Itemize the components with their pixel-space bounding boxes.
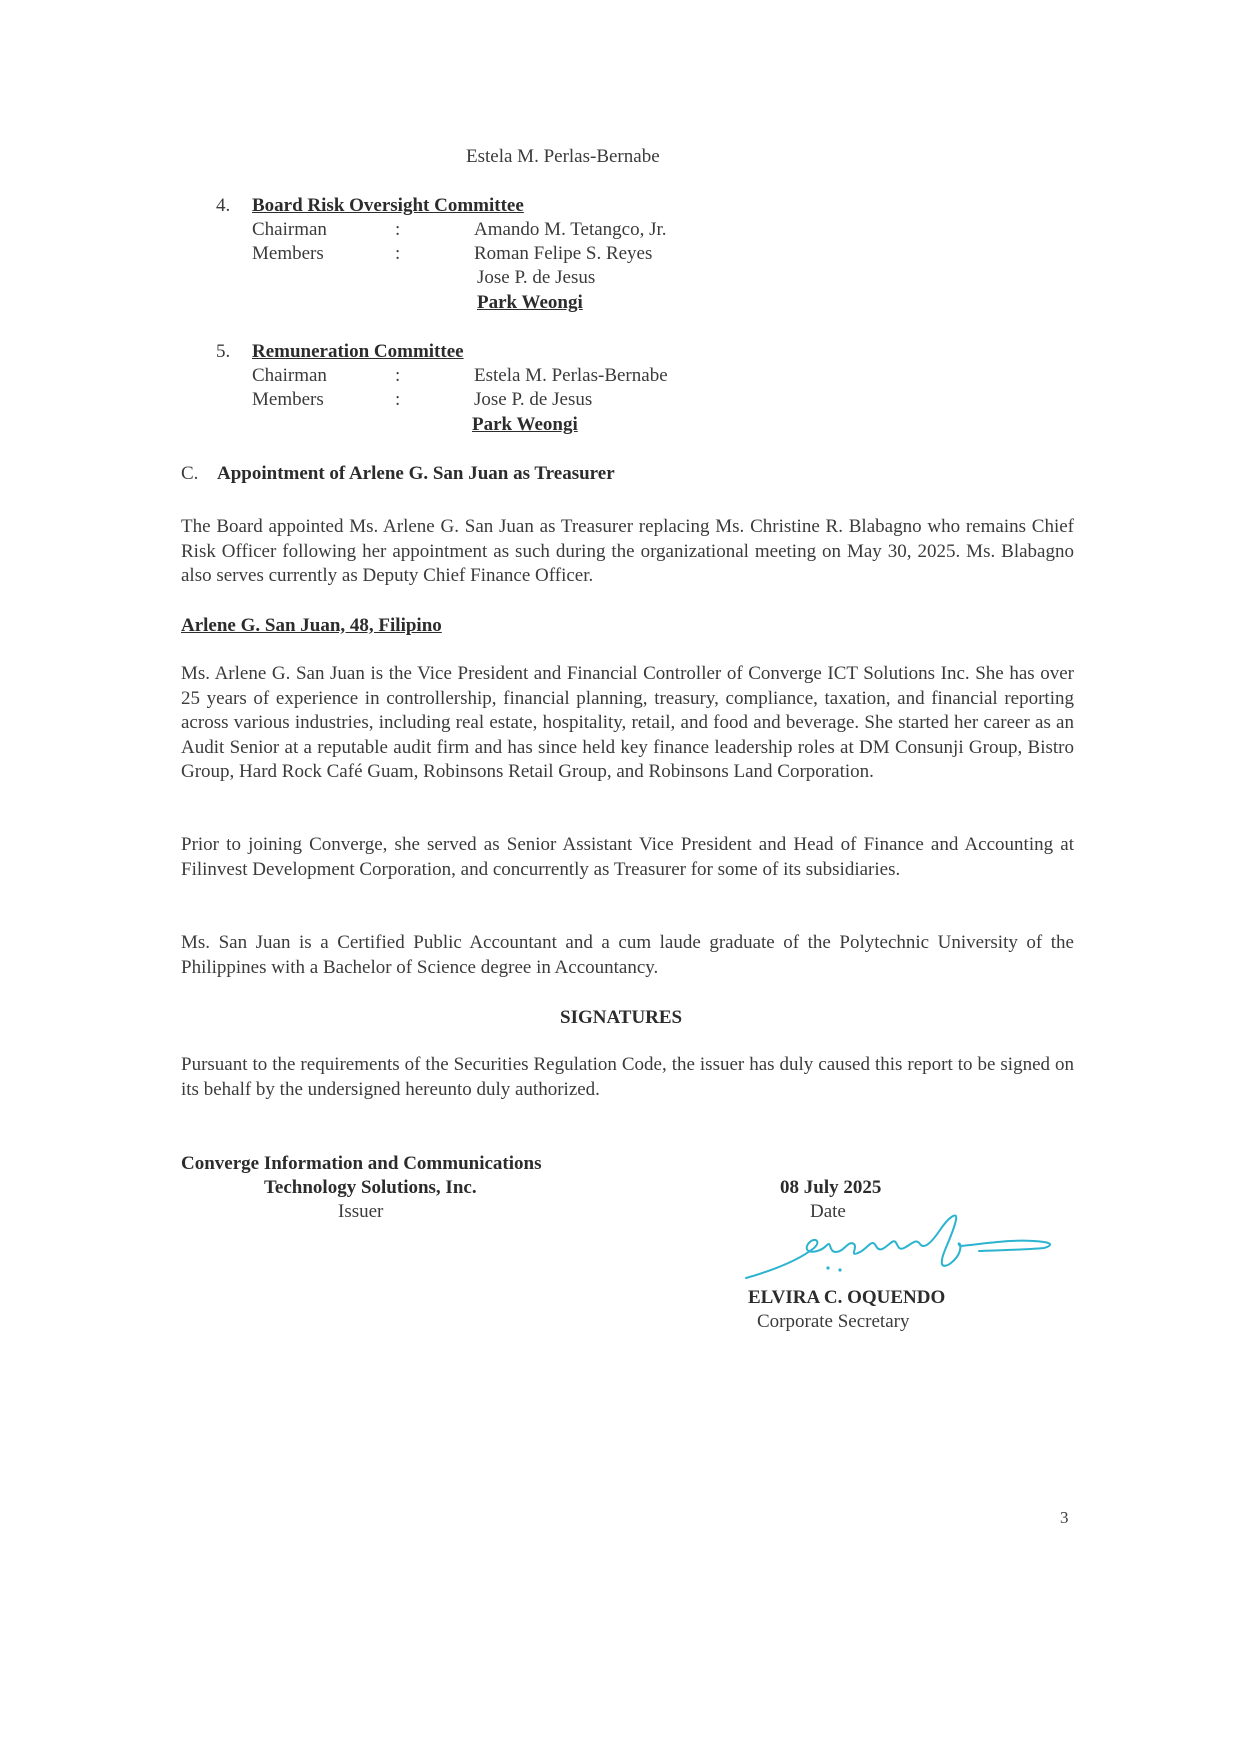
signatory-name: ELVIRA C. OQUENDO [748,1287,946,1308]
signature-dot [838,1268,841,1271]
chairman-name: Estela M. Perlas-Bernabe [474,365,668,386]
signatory-title: Corporate Secretary [757,1311,910,1332]
page-number: 3 [1060,1508,1069,1527]
bio-paragraph-3: Ms. San Juan is a Certified Public Accountant and a cum laude graduate of the Polytechnic University of the Philippines with a Bachelor of Science degree in Accountancy. [181,932,1074,978]
signatures-heading: SIGNATURES [560,1007,683,1028]
signatures-statement: Pursuant to the requirements of the Securities Regulation Code, the issuer has duly caused this report to be signed on its behalf by the undersigned hereunto duly authorized. [181,1054,1074,1100]
colon: : [395,243,401,264]
issuer-name-line-2: Technology Solutions, Inc. [264,1177,477,1198]
member-name: Jose P. de Jesus [474,389,593,410]
members-label: Members [252,389,324,410]
colon: : [395,389,401,410]
member-name: Jose P. de Jesus [477,267,596,288]
chairman-label: Chairman [252,219,327,240]
member-name: Roman Felipe S. Reyes [474,243,653,264]
member-name: Park Weongi [472,414,578,435]
signature-image [744,1208,1059,1288]
signature-dot [826,1266,829,1269]
colon: : [395,365,401,386]
committee-number: 4. [216,195,231,216]
report-date: 08 July 2025 [780,1177,882,1198]
members-label: Members [252,243,324,264]
issuer-name-line-1: Converge Information and Communications [181,1153,542,1174]
continuation-member: Estela M. Perlas-Bernabe [466,146,660,167]
signature-stroke [746,1215,1050,1278]
date-label: Date [810,1201,846,1222]
chairman-name: Amando M. Tetangco, Jr. [474,219,667,240]
profile-heading: Arlene G. San Juan, 48, Filipino [181,615,442,636]
bio-paragraph-1: Ms. Arlene G. San Juan is the Vice President and Financial Controller of Converge ICT Solutions Inc. She has over 25 years of experience in controllership, financial planning, treasury, compliance, taxation, and financial reporting across various industries, including real estate, hospitality, retail, and food and beverage. She started her career as an Audit Senior at a reputable audit firm and has since held key finance leadership roles at DM Consunji Group, Bistro Group, Hard Rock Café Guam, Robinsons Retail Group, and Robinsons Land Corporation. [181,663,1074,782]
appointment-paragraph: The Board appointed Ms. Arlene G. San Juan as Treasurer replacing Ms. Christine R. Blabagno who remains Chief Risk Officer following her appointment as such during the organizational meeting on May 30, 2025. Ms. Blabagno also serves currently as Deputy Chief Finance Officer. [181,516,1074,586]
chairman-label: Chairman [252,365,327,386]
committee-title: Remuneration Committee [252,341,464,362]
committee-title: Board Risk Oversight Committee [252,195,524,216]
bio-paragraph-2: Prior to joining Converge, she served as Senior Assistant Vice President and Head of Finance and Accounting at Filinvest Development Corporation, and concurrently as Treasurer for some of its subsidiaries. [181,834,1074,880]
section-letter: C. [181,463,199,484]
section-title: Appointment of Arlene G. San Juan as Treasurer [217,463,615,484]
issuer-label: Issuer [338,1201,384,1222]
member-name: Park Weongi [477,292,583,313]
colon: : [395,219,401,240]
committee-number: 5. [216,341,231,362]
